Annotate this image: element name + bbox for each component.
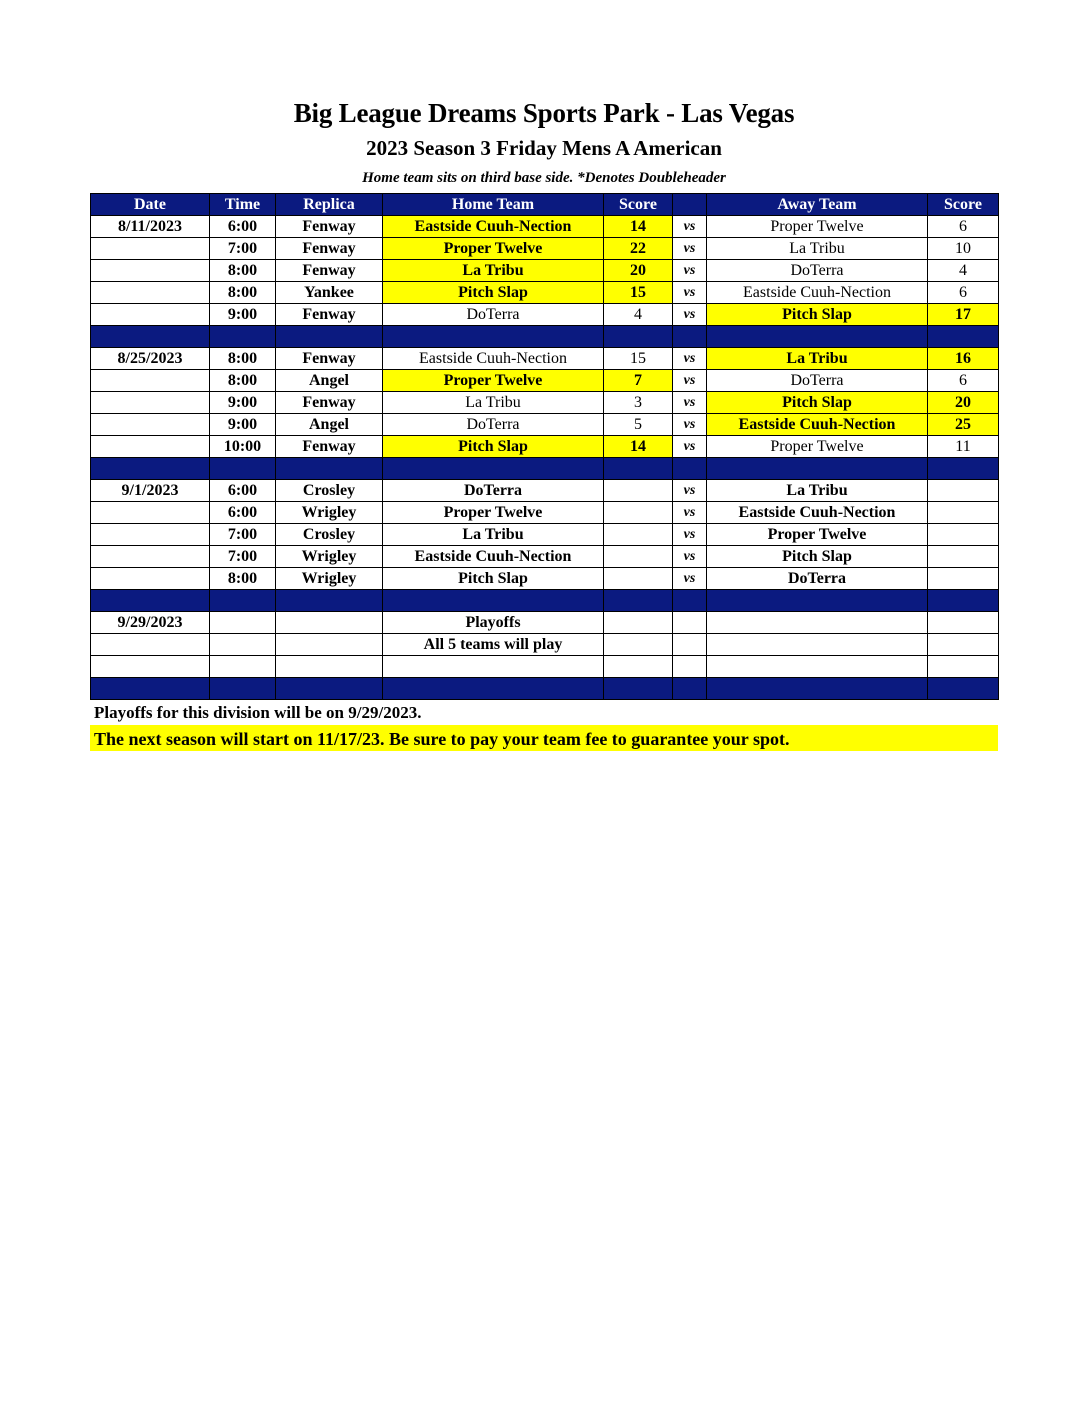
away-team-cell: DoTerra (707, 260, 928, 282)
away-team-cell: Eastside Cuuh-Nection (707, 414, 928, 436)
time-cell (210, 612, 276, 634)
table-row (91, 414, 999, 436)
away-team-cell: La Tribu (707, 348, 928, 370)
date-cell: 8/25/2023 (91, 348, 210, 370)
replica-cell: Crosley (276, 524, 383, 546)
date-cell: 9/1/2023 (91, 480, 210, 502)
away-score-cell (928, 634, 999, 656)
vs-cell: vs (673, 260, 707, 282)
vs-cell: vs (673, 524, 707, 546)
away-team-cell: Eastside Cuuh-Nection (707, 502, 928, 524)
separator-cell (276, 458, 383, 480)
time-cell: 8:00 (210, 282, 276, 304)
date-cell: 9/29/2023 (91, 612, 210, 634)
table-row (91, 238, 999, 260)
time-cell: 7:00 (210, 238, 276, 260)
table-row (91, 546, 999, 568)
replica-cell: Fenway (276, 348, 383, 370)
table-row (91, 304, 999, 326)
home-team-cell: Eastside Cuuh-Nection (383, 546, 604, 568)
date-cell (91, 414, 210, 436)
home-team-cell: La Tribu (383, 524, 604, 546)
away-team-cell: Pitch Slap (707, 304, 928, 326)
away-score-cell: 11 (928, 436, 999, 458)
time-cell: 6:00 (210, 502, 276, 524)
home-score-cell: 20 (604, 260, 673, 282)
home-score-cell: 7 (604, 370, 673, 392)
time-cell: 7:00 (210, 546, 276, 568)
time-cell: 7:00 (210, 524, 276, 546)
home-score-cell: 3 (604, 392, 673, 414)
separator-cell (383, 678, 604, 700)
date-cell (91, 568, 210, 590)
date-cell: 8/11/2023 (91, 216, 210, 238)
home-score-cell: 15 (604, 282, 673, 304)
away-score-cell (928, 546, 999, 568)
home-score-cell (604, 612, 673, 634)
date-cell (91, 546, 210, 568)
replica-cell (276, 612, 383, 634)
home-team-cell (383, 656, 604, 678)
home-score-cell: 22 (604, 238, 673, 260)
table-row (91, 502, 999, 524)
page-subtitle: 2023 Season 3 Friday Mens A American (366, 136, 722, 160)
home-team-cell: DoTerra (383, 480, 604, 502)
replica-cell: Wrigley (276, 568, 383, 590)
time-cell: 10:00 (210, 436, 276, 458)
away-score-cell: 17 (928, 304, 999, 326)
date-cell (91, 392, 210, 414)
replica-cell: Fenway (276, 304, 383, 326)
home-team-cell: Proper Twelve (383, 238, 604, 260)
vs-cell: vs (673, 238, 707, 260)
away-team-cell: La Tribu (707, 238, 928, 260)
next-season-banner: The next season will start on 11/17/23. Be sure to pay your team fee to guarantee your spot. (90, 725, 998, 751)
separator-cell (604, 326, 673, 348)
home-team-cell: Eastside Cuuh-Nection (383, 348, 604, 370)
home-score-cell: 4 (604, 304, 673, 326)
separator-row (91, 590, 999, 612)
home-score-cell (604, 480, 673, 502)
replica-cell (276, 656, 383, 678)
time-cell: 6:00 (210, 480, 276, 502)
table-row (91, 392, 999, 414)
seating-note: Home team sits on third base side. *Denotes Doubleheader (362, 170, 726, 186)
separator-cell (276, 326, 383, 348)
vs-cell: vs (673, 282, 707, 304)
home-team-cell: DoTerra (383, 414, 604, 436)
time-cell: 9:00 (210, 392, 276, 414)
away-team-cell: Proper Twelve (707, 436, 928, 458)
home-score-cell (604, 656, 673, 678)
separator-cell (276, 678, 383, 700)
time-cell (210, 634, 276, 656)
replica-cell: Fenway (276, 392, 383, 414)
home-score-cell: 14 (604, 436, 673, 458)
home-score-cell: 5 (604, 414, 673, 436)
header-date: Date (91, 194, 210, 216)
replica-cell: Fenway (276, 238, 383, 260)
header-vs (673, 194, 707, 216)
away-team-cell: La Tribu (707, 480, 928, 502)
away-score-cell: 6 (928, 216, 999, 238)
separator-cell (91, 326, 210, 348)
header-time: Time (210, 194, 276, 216)
separator-cell (276, 590, 383, 612)
table-row (91, 524, 999, 546)
separator-cell (210, 590, 276, 612)
date-cell (91, 260, 210, 282)
away-team-cell: DoTerra (707, 568, 928, 590)
separator-cell (210, 678, 276, 700)
table-row (91, 436, 999, 458)
date-cell (91, 634, 210, 656)
time-cell: 8:00 (210, 370, 276, 392)
table-row (91, 282, 999, 304)
separator-cell (928, 590, 999, 612)
separator-cell (928, 326, 999, 348)
date-cell (91, 238, 210, 260)
replica-cell (276, 634, 383, 656)
table-row (91, 370, 999, 392)
table-row (91, 612, 999, 634)
separator-cell (91, 590, 210, 612)
away-team-cell: DoTerra (707, 370, 928, 392)
vs-cell: vs (673, 392, 707, 414)
away-score-cell (928, 612, 999, 634)
away-score-cell: 16 (928, 348, 999, 370)
header-replica: Replica (276, 194, 383, 216)
schedule-body (91, 216, 999, 700)
table-row (91, 348, 999, 370)
separator-cell (707, 590, 928, 612)
vs-cell: vs (673, 216, 707, 238)
replica-cell: Fenway (276, 260, 383, 282)
vs-cell (673, 656, 707, 678)
playoffs-footer: Playoffs for this division will be on 9/29/2023. (94, 703, 422, 722)
replica-cell: Fenway (276, 436, 383, 458)
away-team-cell (707, 634, 928, 656)
separator-cell (604, 678, 673, 700)
separator-cell (91, 458, 210, 480)
date-cell (91, 282, 210, 304)
vs-cell: vs (673, 348, 707, 370)
home-team-cell: Eastside Cuuh-Nection (383, 216, 604, 238)
separator-cell (210, 458, 276, 480)
date-cell (91, 524, 210, 546)
replica-cell: Fenway (276, 216, 383, 238)
away-score-cell: 4 (928, 260, 999, 282)
away-score-cell: 6 (928, 282, 999, 304)
separator-cell (707, 326, 928, 348)
date-cell (91, 304, 210, 326)
home-team-cell: La Tribu (383, 392, 604, 414)
table-row (91, 216, 999, 238)
vs-cell: vs (673, 480, 707, 502)
home-team-cell: La Tribu (383, 260, 604, 282)
away-score-cell: 6 (928, 370, 999, 392)
time-cell: 6:00 (210, 216, 276, 238)
separator-cell (91, 678, 210, 700)
vs-cell: vs (673, 568, 707, 590)
away-team-cell (707, 656, 928, 678)
vs-cell: vs (673, 370, 707, 392)
schedule-table (90, 193, 999, 700)
home-team-cell: Proper Twelve (383, 370, 604, 392)
separator-cell (673, 326, 707, 348)
away-score-cell: 20 (928, 392, 999, 414)
home-score-cell (604, 502, 673, 524)
away-score-cell (928, 480, 999, 502)
home-team-cell: Pitch Slap (383, 436, 604, 458)
vs-cell: vs (673, 304, 707, 326)
time-cell: 8:00 (210, 260, 276, 282)
away-team-cell: Proper Twelve (707, 216, 928, 238)
time-cell: 8:00 (210, 568, 276, 590)
vs-cell (673, 634, 707, 656)
date-cell (91, 436, 210, 458)
vs-cell: vs (673, 414, 707, 436)
away-score-cell: 10 (928, 238, 999, 260)
away-team-cell (707, 612, 928, 634)
vs-cell: vs (673, 436, 707, 458)
vs-cell: vs (673, 546, 707, 568)
table-row (91, 656, 999, 678)
separator-cell (604, 590, 673, 612)
time-cell: 9:00 (210, 304, 276, 326)
home-team-cell: Pitch Slap (383, 568, 604, 590)
away-team-cell: Pitch Slap (707, 392, 928, 414)
home-team-cell: All 5 teams will play (383, 634, 604, 656)
replica-cell: Angel (276, 370, 383, 392)
home-team-cell: Proper Twelve (383, 502, 604, 524)
replica-cell: Yankee (276, 282, 383, 304)
replica-cell: Wrigley (276, 546, 383, 568)
away-score-cell (928, 524, 999, 546)
separator-cell (928, 678, 999, 700)
away-team-cell: Proper Twelve (707, 524, 928, 546)
header-home-score: Score (604, 194, 673, 216)
separator-row (91, 458, 999, 480)
vs-cell: vs (673, 502, 707, 524)
away-score-cell (928, 502, 999, 524)
separator-cell (383, 590, 604, 612)
away-score-cell (928, 656, 999, 678)
separator-row (91, 678, 999, 700)
home-score-cell (604, 524, 673, 546)
away-score-cell (928, 568, 999, 590)
replica-cell: Angel (276, 414, 383, 436)
time-cell (210, 656, 276, 678)
separator-cell (383, 458, 604, 480)
separator-cell (673, 590, 707, 612)
separator-cell (707, 678, 928, 700)
home-score-cell (604, 634, 673, 656)
separator-cell (604, 458, 673, 480)
date-cell (91, 370, 210, 392)
header-away-score: Score (928, 194, 999, 216)
table-row (91, 568, 999, 590)
time-cell: 9:00 (210, 414, 276, 436)
table-row (91, 480, 999, 502)
home-score-cell (604, 568, 673, 590)
home-score-cell: 15 (604, 348, 673, 370)
away-team-cell: Pitch Slap (707, 546, 928, 568)
table-header-row (91, 194, 999, 216)
header-home-team: Home Team (383, 194, 604, 216)
date-cell (91, 502, 210, 524)
date-cell (91, 656, 210, 678)
time-cell: 8:00 (210, 348, 276, 370)
table-row (91, 634, 999, 656)
separator-cell (383, 326, 604, 348)
vs-cell (673, 612, 707, 634)
home-team-cell: DoTerra (383, 304, 604, 326)
away-score-cell: 25 (928, 414, 999, 436)
header-away-team: Away Team (707, 194, 928, 216)
separator-row (91, 326, 999, 348)
home-score-cell (604, 546, 673, 568)
table-row (91, 260, 999, 282)
separator-cell (210, 326, 276, 348)
home-team-cell: Pitch Slap (383, 282, 604, 304)
home-score-cell: 14 (604, 216, 673, 238)
separator-cell (928, 458, 999, 480)
away-team-cell: Eastside Cuuh-Nection (707, 282, 928, 304)
replica-cell: Wrigley (276, 502, 383, 524)
replica-cell: Crosley (276, 480, 383, 502)
page-title: Big League Dreams Sports Park - Las Vegas (293, 98, 795, 128)
separator-cell (673, 458, 707, 480)
separator-cell (707, 458, 928, 480)
home-team-cell: Playoffs (383, 612, 604, 634)
separator-cell (673, 678, 707, 700)
